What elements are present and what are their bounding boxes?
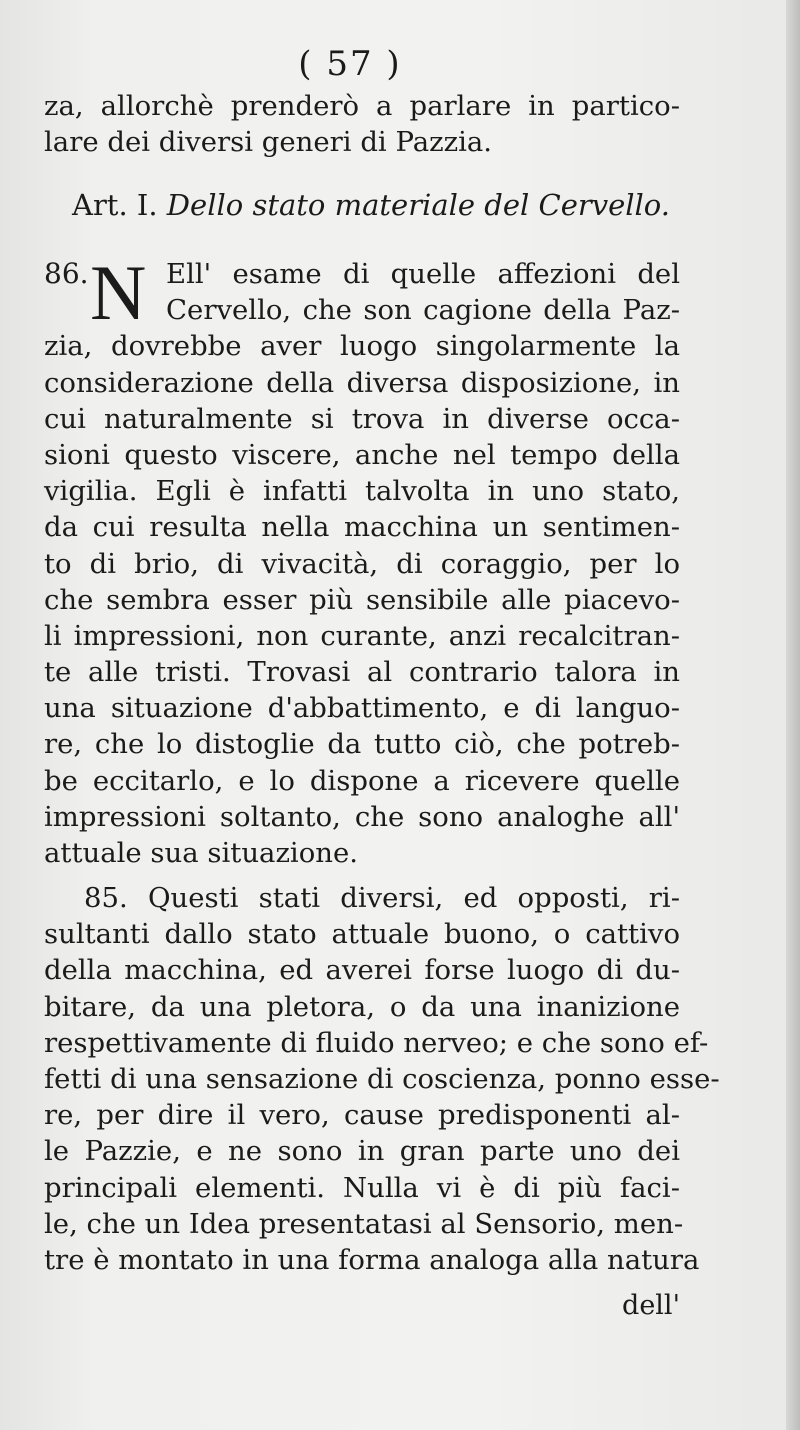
text-line: una situazione d'abbattimento, e di languo- xyxy=(44,692,680,725)
heading-prefix: Art. I. xyxy=(72,188,158,222)
text-line: da cui resulta nella macchina un sentimen- xyxy=(44,511,680,544)
text-line: re, che lo distoglie da tutto ciò, che potreb- xyxy=(44,728,680,761)
text-line: vigilia. Egli è infatti talvolta in uno stato, xyxy=(44,475,680,508)
section-86-opening xyxy=(44,249,680,336)
text-line: be eccitarlo, e lo dispone a ricevere quelle xyxy=(44,764,680,797)
text-line: li impressioni, non curante, anzi recalcitran- xyxy=(44,619,680,652)
article-heading xyxy=(72,188,670,222)
text-line: impressioni soltanto, che sono analoghe all' xyxy=(44,800,680,833)
page-edge xyxy=(786,0,800,1430)
text-line: re, per dire il vero, cause predisponenti al- xyxy=(44,1099,680,1132)
text-line: 85. Questi stati diversi, ed opposti, ri- xyxy=(84,882,680,914)
text-line: respettivamente di fluido nerveo; e che sono ef- xyxy=(44,1026,709,1059)
section-85 xyxy=(44,880,720,1278)
text-line: le, che un Idea presentatasi al Sensorio, men- xyxy=(44,1207,684,1240)
text-line: te alle tristi. Trovasi al contrario talora in xyxy=(44,656,680,689)
text-line: to di brio, di vivacità, di coraggio, per lo xyxy=(44,547,680,580)
text-line: lare dei diversi generi di Pazzia. xyxy=(44,126,493,159)
text-line: cui naturalmente si trova in diverse occa- xyxy=(44,402,680,435)
text-line: della macchina, ed averei forse luogo di du- xyxy=(44,954,680,987)
text-line: bitare, da una pletora, o da una inanizione xyxy=(44,990,680,1023)
text-line: fetti di una sensazione di coscienza, ponno esse- xyxy=(44,1062,720,1095)
text-line: principali elementi. Nulla vi è di più faci- xyxy=(44,1171,680,1204)
drop-cap: N xyxy=(90,249,147,336)
text-line: sioni questo viscere, anche nel tempo della xyxy=(44,438,680,471)
text-line: che sembra esser più sensibile alle piacevo- xyxy=(44,583,680,616)
section-86 xyxy=(44,249,680,871)
section-number: 86. xyxy=(44,257,89,290)
text-line: le Pazzie, e ne sono in gran parte uno dei xyxy=(44,1135,680,1168)
text-line: attuale sua situazione. xyxy=(44,837,359,870)
page-number: ( 57 ) xyxy=(298,44,402,84)
intro-paragraph xyxy=(44,88,680,160)
catchword: dell' xyxy=(622,1290,680,1321)
text-line: tre è montato in una forma analoga alla natura xyxy=(44,1243,700,1276)
text-line: za, allorchè prenderò a parlare in partico- xyxy=(44,90,680,122)
text-line: Cervello, che son cagione della Paz- xyxy=(166,294,680,327)
heading-title: Dello stato materiale del Cervello. xyxy=(166,188,670,222)
text-line: considerazione della diversa disposizione, in xyxy=(44,366,680,399)
text-line: sultanti dallo stato attuale buono, o cattivo xyxy=(44,918,680,951)
text-line: zia, dovrebbe aver luogo singolarmente la xyxy=(44,330,680,363)
text-line: Ell' esame di quelle affezioni del xyxy=(166,258,680,290)
